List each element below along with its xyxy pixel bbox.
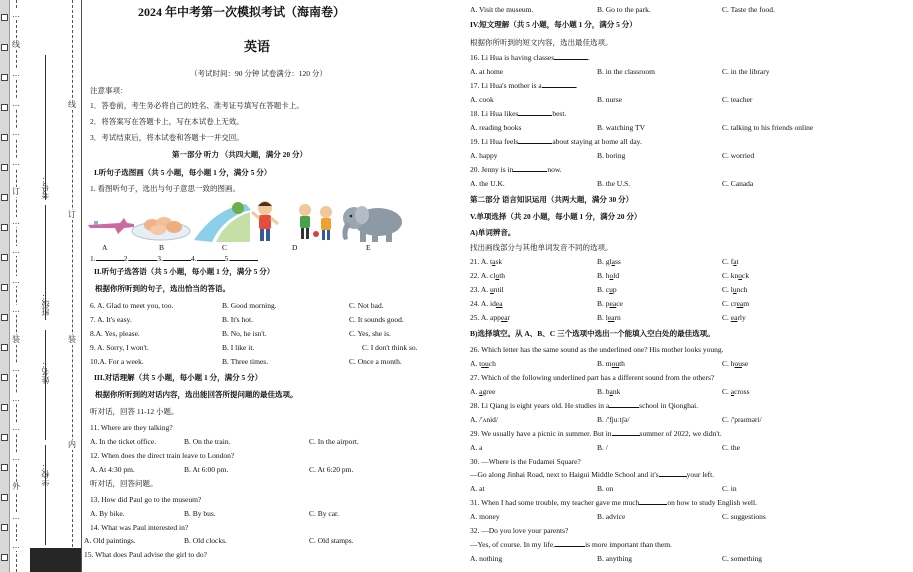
option [597,387,620,396]
question-16 [470,53,590,62]
option-b: B. By bus. [184,509,216,518]
option-text: ce [616,299,623,308]
option-c: C. the [722,443,740,452]
option-c: C. worried [722,151,755,160]
option-text: th [499,271,506,280]
blank-label: 1. [90,254,96,263]
fill-blank[interactable] [518,115,552,116]
binding-hole [1,524,8,531]
question-text: . [588,53,591,62]
option-c: C. Taste the food. [722,5,775,14]
option-c: C. By car. [309,509,339,518]
option-text: B. c [597,285,610,294]
option-c: C. I don't think so. [362,343,418,352]
option-b: B. the U.S. [597,179,631,188]
option-b: B. Go to the park. [597,5,651,14]
option-b: B. nurse [597,95,622,104]
binding-hole [1,44,8,51]
binding-marker: 线 [12,39,20,49]
option-c: C. talking to his friends online [722,123,814,132]
option-text: B. m [597,359,612,368]
question-13: 13. How did Paul go to the museum? [90,495,202,504]
section3-title: III.对话理解（共 5 小题，每小题 1 分，满分 5 分） [94,373,263,382]
option-c: C. It sounds good. [349,315,404,324]
note-item: 3．考试结束后，将本试卷和答题卡一并交回。 [90,133,244,142]
option-text: rn [614,313,621,322]
option-text: id [490,299,496,308]
binding-marker: 订 [12,187,20,196]
option-text: C. [722,387,731,396]
question-31 [470,498,757,507]
binding-marker: … [12,157,20,167]
part2-title: 第二部分 语言知识运用（共两大题，满分 30 分） [470,195,634,204]
question-text: your left. [686,470,715,479]
option-a: A. money [470,512,500,521]
option-text: nk [612,387,621,396]
option-b: B. It's hot. [222,315,253,324]
option-c: C. in [722,484,737,493]
section4-title: IV.短文理解（共 5 小题，每小题 1 分，满分 5 分） [470,20,637,29]
question-text: on how to study English well. [667,498,757,507]
option [722,285,747,294]
option-text: r [507,313,511,322]
section2-instruction: 根据你所听到的句子，选出恰当的答语。 [95,284,230,293]
option-text: C. cr [722,299,737,308]
binding-hole [1,254,8,261]
option-b: B. I like it. [222,343,255,352]
binding-marker: 线 [68,100,76,109]
option-text: C. h [722,359,735,368]
name-label: 姓名： [41,360,50,384]
option-text: A. [470,387,480,396]
question-11: 11. Where are they talking? [90,423,173,432]
binding-hole [1,494,8,501]
option-text: cross [734,387,750,396]
picture-label-a: A [102,243,108,252]
option-c: C. in the library [722,67,770,76]
fill-blank[interactable] [518,143,552,144]
binding-holes [0,0,9,572]
blank-label: 3. [157,254,163,263]
elephant-picture [342,206,402,242]
option [597,257,621,266]
binding-hole [1,464,8,471]
blank-label: 2. [123,254,130,263]
answer-blank[interactable] [197,260,225,261]
option-a: 10.A. For a week. [90,357,144,366]
binding-marker: … [12,10,20,19]
option-text: t [490,257,493,266]
option-a: A. cook [470,95,494,104]
binding-marker: 外 [12,482,20,491]
part1-title: 第一部分 听力 （共四大题，满分 20 分） [172,150,307,159]
section4-instruction: 根据你所听到的短文内容，选出最佳选项。 [470,38,613,47]
option-text: C. l [722,285,733,294]
option [722,387,750,396]
binding-hole [1,74,8,81]
question-15: 15. What does Paul advise the girl to do? [84,550,207,559]
underlined-part: ou [734,359,743,368]
option-b: B. on [597,484,614,493]
section1-instruction: 1. 看图听句子，选出与句子意思一致的图画。 [90,184,240,193]
option-b: B. watching TV [597,123,645,132]
option-a: A. at home [470,67,504,76]
option-b: B. / [597,443,608,452]
question-28 [470,401,698,410]
option-a: A. nothing [470,554,503,563]
option-b: B. anything [597,554,632,563]
question-number: 25. A. [470,313,491,322]
binding-marker: … [12,246,20,255]
option-c: C. Once a month. [349,357,402,366]
option-text: C. kn [722,271,739,280]
option-c: C. At 6:20 pm. [309,465,354,474]
question-text: 17. Li Hua's mother is a [470,81,542,90]
airplane-picture [88,218,134,234]
binding-marker: … [12,541,20,550]
question-30: 30. —Where is the Fudamei Square? [470,457,581,466]
blank-label: 5. [224,254,231,263]
question-12: 12. When does the direct train leave to London? [90,451,235,460]
binding-marker: … [12,423,20,432]
option-text: A. t [470,359,482,368]
question-30-response [470,470,714,479]
fill-blank[interactable] [554,59,588,60]
option-c: C. something [722,554,763,563]
option [597,299,623,308]
question-text: 29. We usually have a picnic in summer. But in [470,429,612,438]
river-picture [190,202,251,242]
option-a: A. reading books [470,123,522,132]
option-text: se [742,359,749,368]
phonics-question-number [470,271,505,280]
binding-separator [81,0,82,572]
underlined-part: ea [736,299,744,308]
boy-picture [252,201,278,241]
underlined-part: a [479,387,483,396]
fill-blank[interactable] [542,87,576,88]
sectionB-title: B)选择填空。从 A、B、C 三个选项中选出一个能填入空白处的最佳选项。 [470,329,715,338]
binding-hole [1,284,8,291]
picture-row [86,198,416,248]
question-number: 23. A. [470,285,491,294]
question-text: summer of 2022, we didn't. [639,429,722,438]
dumplings-picture [132,217,190,240]
option [597,359,625,368]
option-text: cl [490,271,496,280]
option-a: 8.A. Yes, please. [90,329,140,338]
binding-marker: 装 [68,335,76,344]
section5-title: V.单项选择（共 20 小题，每小题 1 分，满分 20 分） [470,212,642,221]
option-b: B. in the classroom [597,67,655,76]
option [597,271,619,280]
option-a: A. at [470,484,485,493]
fill-blank[interactable] [659,476,687,477]
picture-label-e: E [366,243,371,252]
question-text: 19. Li Hua feels [470,137,519,146]
question-27: 27. Which of the following underlined part has a different sound from the others? [470,373,715,382]
notes-title: 注意事项： [90,86,128,95]
binding-marker: 装 [12,334,20,344]
underlined-part: o [495,271,500,280]
binding-marker: … [12,275,20,285]
phonics-question-number [470,257,502,266]
binding-hole [1,374,8,381]
option-text: t [736,257,739,266]
picture-label-b: B [159,243,165,252]
option-c: C. Canada [722,179,754,188]
question-text: 28. Li Qiang is eight years old. He studies in a [470,401,610,410]
option-a: 9. A. Sorry, I won't. [90,343,149,352]
option-text: app [490,313,501,322]
option [722,299,749,308]
binding-hole [1,434,8,441]
binding-hole [1,554,8,561]
question-17 [470,81,578,90]
option [470,387,495,396]
option-a: A. At 4:30 pm. [90,465,135,474]
exam-meta: （考试时间：90 分钟 试卷满分：120 分） [190,69,327,78]
underlined-part: ea [500,313,508,322]
option-text: ch [488,359,496,368]
phonics-question-number [470,313,510,322]
option-text: ntil [493,285,504,294]
question-14: 14. What was Paul interested in? [90,523,189,532]
question-text: best. [552,109,567,118]
binding-marker: … [12,98,20,108]
option-a: A. By bike. [90,509,125,518]
binding-hole [1,104,8,111]
note-item: 2．将答案写在答题卡上，写在本试卷上无效。 [90,117,244,126]
option-b: B. advice [597,512,626,521]
option-c: C. Not bad. [349,301,384,310]
question-text: —Go along Jinhai Road, next to Haigui Middle School and it's [470,470,659,479]
underlined-part: a [609,387,613,396]
question-text: now. [547,165,562,174]
option-c: C. Old stamps. [309,536,354,545]
option-text: B. h [597,271,610,280]
binding-marker: 订 [68,210,76,219]
option-c: C. Yes, she is. [349,329,391,338]
sectionA-title: A)单词辨音。 [470,228,516,237]
option-text: ld [613,271,620,280]
question-number: 21. A. [470,257,491,266]
picture-label-c: C [222,243,228,252]
school-line [45,445,46,545]
fill-blank[interactable] [639,504,667,505]
question-29 [470,429,722,438]
answer-blank[interactable] [129,260,157,261]
underlined-part: a [492,257,496,266]
phonics-question-number [470,299,503,308]
section2-title: II.听句子选答语（共 5 小题，每小题 1 分，满分 5 分） [94,267,275,276]
question-text: 18. Li Hua likes [470,109,519,118]
underlined-part: ea [607,313,615,322]
option-text: gree [482,387,496,396]
binding-hole [1,224,8,231]
binding-margin [0,0,82,572]
question-26: 26. Which letter has the same sound as the underlined one? His mother looks young. [470,345,724,354]
question-text: school in Qionghai. [639,401,699,410]
option-text: ss [614,257,621,266]
binding-hole [1,164,8,171]
listening-lead: 听对话，回答问题。 [90,479,158,488]
option-text: rly [737,313,746,322]
binding-marker: … [12,305,20,314]
binding-marker: … [12,364,20,373]
question-20 [470,165,562,174]
option [470,359,496,368]
option-text: m [743,299,750,308]
question-text: about staying at home all day. [552,137,642,146]
option-c: C. suggestions [722,512,766,521]
underlined-part: a [733,257,737,266]
option-text: nch [736,285,748,294]
picture-label-d: D [292,243,298,252]
option [722,359,748,368]
fill-blank[interactable] [609,407,639,408]
underlined-part: o [609,271,614,280]
option [597,285,617,294]
school-label: 学校： [41,462,50,486]
option-text: ck [742,271,750,280]
option-a: 6. A. Glad to meet you, too. [90,301,174,310]
option-b: B. /'fjuːtʃə/ [597,415,630,424]
underlined-part: ea [730,313,738,322]
binding-marker: 内 [68,440,76,449]
question-text: 20. Jenny is in [470,165,514,174]
binding-hole [1,344,8,351]
option-c: C. teacher [722,95,753,104]
subject-title: 英语 [244,39,271,54]
fill-blank[interactable] [513,171,547,172]
option-text: B. gl [597,257,612,266]
binding-marker: … [12,128,20,137]
binding-marker: … [12,393,20,403]
binding-hole [1,14,8,21]
section3-instruction: 根据你所听到的对话内容，选出能回答所提问题的最佳选项。 [95,390,298,399]
option-text: B. p [597,299,610,308]
underlined-part: o [738,271,743,280]
option-b: B. On the train. [184,437,231,446]
fill-blank[interactable] [612,435,640,436]
option-text: p [612,285,617,294]
underlined-part: ea [495,299,503,308]
option-a: A. a [470,443,483,452]
underlined-part: u [732,285,737,294]
option-text: th [619,359,625,368]
question-18 [470,109,566,118]
section1-title: I.听句子选图画（共 5 小题，每小题 1 分，满分 5 分） [94,168,272,177]
name-line [45,330,46,440]
option-text: B. l [597,313,608,322]
binding-hole [1,194,8,201]
option-text: C. [722,313,731,322]
children-playing-picture [299,204,332,240]
question-text: . [575,81,578,90]
option-b: B. At 6:00 pm. [184,465,229,474]
inner-cut-line [72,0,73,572]
option-a: A. /'ʌnid/ [470,415,499,424]
option-b: B. Three times. [222,357,269,366]
answer-blank[interactable] [96,260,124,261]
question-text: 31. When I had some trouble, my teacher gave me much [470,498,640,507]
option-a: 7. A. It's easy. [90,315,132,324]
answer-blank[interactable] [163,260,191,261]
underlined-part: ou [611,359,620,368]
option-text: B. b [597,387,610,396]
fill-blank[interactable] [555,546,585,547]
question-19 [470,137,642,146]
exam-title: 2024 年中考第一次模拟考试（海南卷） [138,5,346,19]
option [597,313,621,322]
exam-number-label: 考号： [41,175,50,199]
question-text: 16. Li Hua is having classes [470,53,555,62]
listening-lead: 听对话，回答 11-12 小题。 [90,407,179,416]
underlined-part: u [609,285,613,294]
question-32-response [470,540,672,549]
answer-blanks-row [90,254,258,263]
option-a: A. In the ticket office. [90,437,157,446]
binding-hole [1,404,8,411]
option-a: A. Visit the museum. [470,5,534,14]
option-a: A. the U.K. [470,179,505,188]
sectionA-instruction: 找出画线部分与其他单词发音不同的选项。 [470,243,613,252]
binding-black-block [30,548,82,572]
answer-blank[interactable] [230,260,258,261]
option [722,313,746,322]
option-b: B. Good morning. [222,301,277,310]
underlined-part: u [490,285,494,294]
option-c: C. /'praɪməri/ [722,415,762,424]
underlined-part: a [611,257,615,266]
binding-hole [1,134,8,141]
binding-marker: … [12,216,20,226]
option-a: A. happy [470,151,498,160]
option [722,257,739,266]
underlined-part: ou [481,359,489,368]
underlined-part: a [730,387,735,396]
option-b: B. boring [597,151,626,160]
binding-marker: … [12,69,20,78]
question-number: 24. A. [470,299,491,308]
option-b: B. Old clocks. [184,536,227,545]
question-number: 22. A. [470,271,491,280]
question-32: 32. —Do you love your parents? [470,526,569,535]
option [722,271,749,280]
blank-label: 4. [190,254,197,263]
option-text: C. f [722,257,734,266]
binding-marker: … [12,511,20,521]
binding-marker: … [12,452,20,462]
phonics-question-number [470,285,504,294]
note-item: 1．答卷前，考生务必将自己的姓名、准考证号填写在答题卡上。 [90,101,304,110]
underlined-part: ea [609,299,617,308]
question-text: is more important than them. [585,540,672,549]
question-text: —Yes, of course. In my life, [470,540,556,549]
option-a: A. Old paintings. [84,536,136,545]
binding-hole [1,314,8,321]
class-label: 班级： [41,292,50,316]
option-text: sk [495,257,503,266]
option-b: B. No, he isn't. [222,329,267,338]
option-c: C. In the airport. [309,437,359,446]
